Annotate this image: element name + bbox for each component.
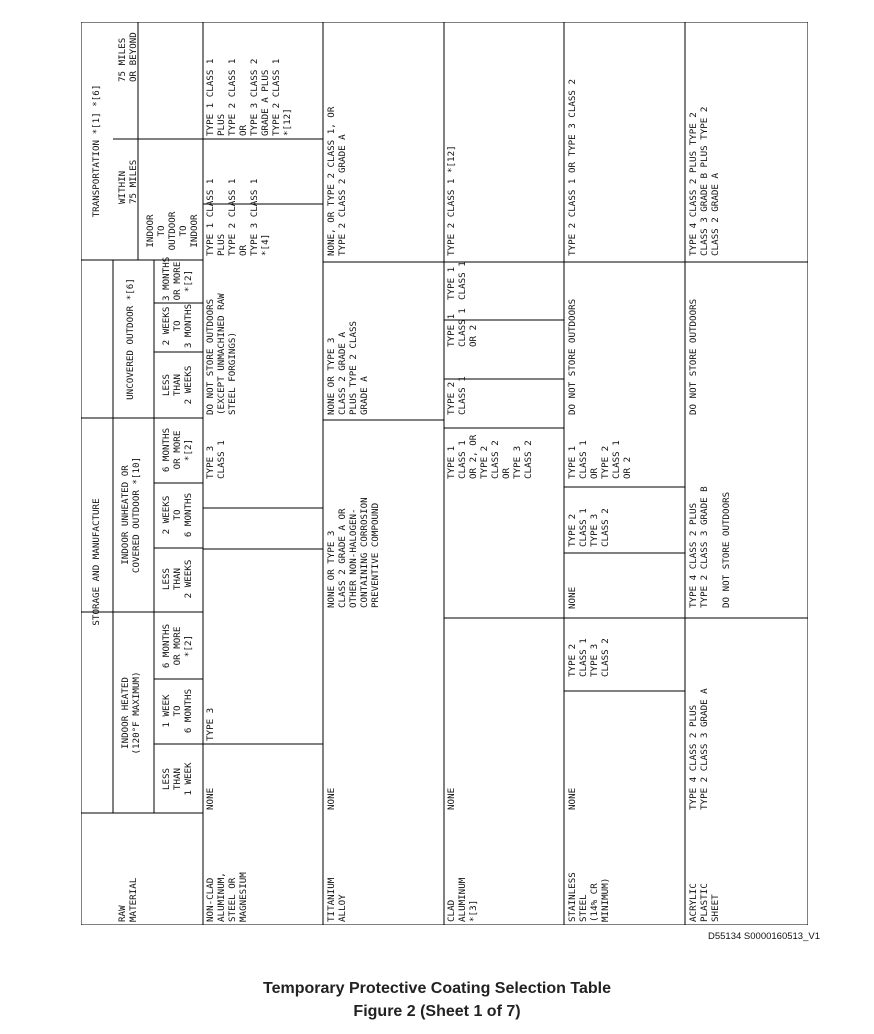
header-heated-lt-1week: LESS THAN 1 WEEK <box>161 762 194 796</box>
row-titanium-transport: NONE, OR TYPE 2 CLASS 1, OR TYPE 2 CLASS 2 GRADE A <box>326 106 348 256</box>
header-uncovered-2weeks-3months: 2 WEEKS TO 3 MONTHS <box>161 303 194 349</box>
row-stainless-transport: TYPE 2 CLASS 1 OR TYPE 3 CLASS 2 <box>567 78 578 256</box>
header-heated-1week-6months: 1 WEEK TO 6 MONTHS <box>161 688 194 734</box>
header-uncovered-outdoor: UNCOVERED OUTDOOR *[6] <box>125 278 136 400</box>
row-acrylic-uncovered: DO NOT STORE OUTDOORS <box>688 298 699 415</box>
row-acrylic-transport: TYPE 4 CLASS 2 PLUS TYPE 2 CLASS 3 GRADE B PLUS TYPE 2 CLASS 2 GRADE A <box>688 106 721 256</box>
header-indoor-heated: INDOOR HEATED (120°F MAXIMUM) <box>120 671 142 755</box>
header-within-75-miles: WITHIN 75 MILES <box>117 159 139 204</box>
row-nonclad-material: NON-CLAD ALUMINUM, STEEL OR MAGNESIUM <box>205 872 249 922</box>
row-acrylic-material: ACRYLIC PLASTIC SHEET <box>688 883 721 922</box>
row-stainless-material: STAINLESS STEEL (14% CR MINIMUM) <box>567 872 611 922</box>
figure-reference-code: D55134 S0000160513_V1 <box>708 931 820 942</box>
row-nonclad-transport-beyond: TYPE 1 CLASS 1 PLUS TYPE 2 CLASS 1 OR TYPE 3 CLASS 2 GRADE A PLUS TYPE 2 CLASS 1 *[12] <box>205 58 293 136</box>
header-uncovered-lt-2weeks: LESS THAN 2 WEEKS <box>161 365 194 405</box>
header-indoor-unheated: INDOOR UNHEATED OR COVERED OUTDOOR *[10] <box>120 456 142 574</box>
row-titanium-unheated: NONE OR TYPE 3 CLASS 2 GRADE A OR OTHER NON-HALOGEN- CONTAINING CORROSION PREVENTIVE COMPOUND <box>326 497 381 608</box>
row-clad-uncovered-2weeks-3months: TYPE 1 CLASS 1 OR 2 <box>446 308 479 347</box>
row-nonclad-transport-within: TYPE 1 CLASS 1 PLUS TYPE 2 CLASS 1 OR TYPE 3 CLASS 1 *[4] <box>205 178 271 256</box>
header-uncovered-3months-more: 3 MONTHS OR MORE *[2] <box>161 256 194 301</box>
row-titanium-material: TITANIUM ALLOY <box>326 877 348 922</box>
row-nonclad-heated-1week-plus: TYPE 3 <box>205 707 216 741</box>
row-titanium-heated: NONE <box>326 787 337 810</box>
header-indoor-to-outdoor: INDOOR TO OUTDOOR TO INDOOR <box>145 211 200 251</box>
row-acrylic-unheated: TYPE 4 CLASS 2 PLUS TYPE 2 CLASS 3 GRADE B DO NOT STORE OUTDOORS <box>688 486 732 608</box>
figure-subtitle: Figure 2 (Sheet 1 of 7) <box>353 1003 521 1020</box>
header-raw-material: RAW MATERIAL <box>117 877 139 922</box>
header-75-miles-or-beyond: 75 MILES OR BEYOND <box>117 32 139 82</box>
header-unheated-2weeks-6months: 2 WEEKS TO 6 MONTHS <box>161 492 194 538</box>
row-clad-uncovered-lt-2weeks: TYPE 2 CLASS 1 <box>446 376 468 415</box>
row-titanium-uncovered: NONE OR TYPE 3 CLASS 2 GRADE A PLUS TYPE 2 CLASS GRADE A <box>326 320 370 415</box>
row-stainless-uncovered: DO NOT STORE OUTDOORS <box>567 298 578 415</box>
row-nonclad-unheated-6months-more: TYPE 3 CLASS 1 <box>205 440 227 479</box>
header-transportation: TRANSPORTATION *[1] *[6] <box>91 84 102 218</box>
header-unheated-6months-more: 6 MONTHS OR MORE *[2] <box>161 427 194 473</box>
row-nonclad-heated-lt-1week: NONE <box>205 787 216 810</box>
row-acrylic-heated: TYPE 4 CLASS 2 PLUS TYPE 2 CLASS 3 GRADE A <box>688 688 710 810</box>
row-stainless-unheated-6months-more: TYPE 1 CLASS 1 OR TYPE 2 CLASS 1 OR 2 <box>567 440 633 479</box>
coating-selection-table <box>81 22 808 925</box>
figure-title: Temporary Protective Coating Selection Table <box>263 980 611 997</box>
row-stainless-unheated-lt-2weeks: NONE <box>567 586 578 609</box>
header-heated-6months-more: 6 MONTHS OR MORE *[2] <box>161 623 194 669</box>
row-stainless-heated-lt-6months: NONE <box>567 787 578 810</box>
header-unheated-lt-2weeks: LESS THAN 2 WEEKS <box>161 559 194 599</box>
row-clad-heated: NONE <box>446 787 457 810</box>
row-clad-transport: TYPE 2 CLASS 1 *[12] <box>446 145 457 256</box>
row-stainless-heated-6months-more: TYPE 2 CLASS 1 TYPE 3 CLASS 2 <box>567 638 611 677</box>
row-clad-material: CLAD ALUMINUM *[3] <box>446 877 479 922</box>
row-nonclad-uncovered: DO NOT STORE OUTDOORS (EXCEPT UNMACHINED RAW STEEL FORGINGS) <box>205 293 238 415</box>
row-stainless-unheated-2weeks-6months: TYPE 2 CLASS 1 TYPE 3 CLASS 2 <box>567 508 611 547</box>
row-clad-uncovered-3months-more: TYPE 1 CLASS 1 <box>446 261 468 300</box>
row-clad-unheated-6months-more: TYPE 1 CLASS 1 OR 2, OR TYPE 2 CLASS 2 OR TYPE 3 CLASS 2 <box>446 434 534 479</box>
header-storage-manufacture: STORAGE AND MANUFACTURE <box>91 498 102 626</box>
